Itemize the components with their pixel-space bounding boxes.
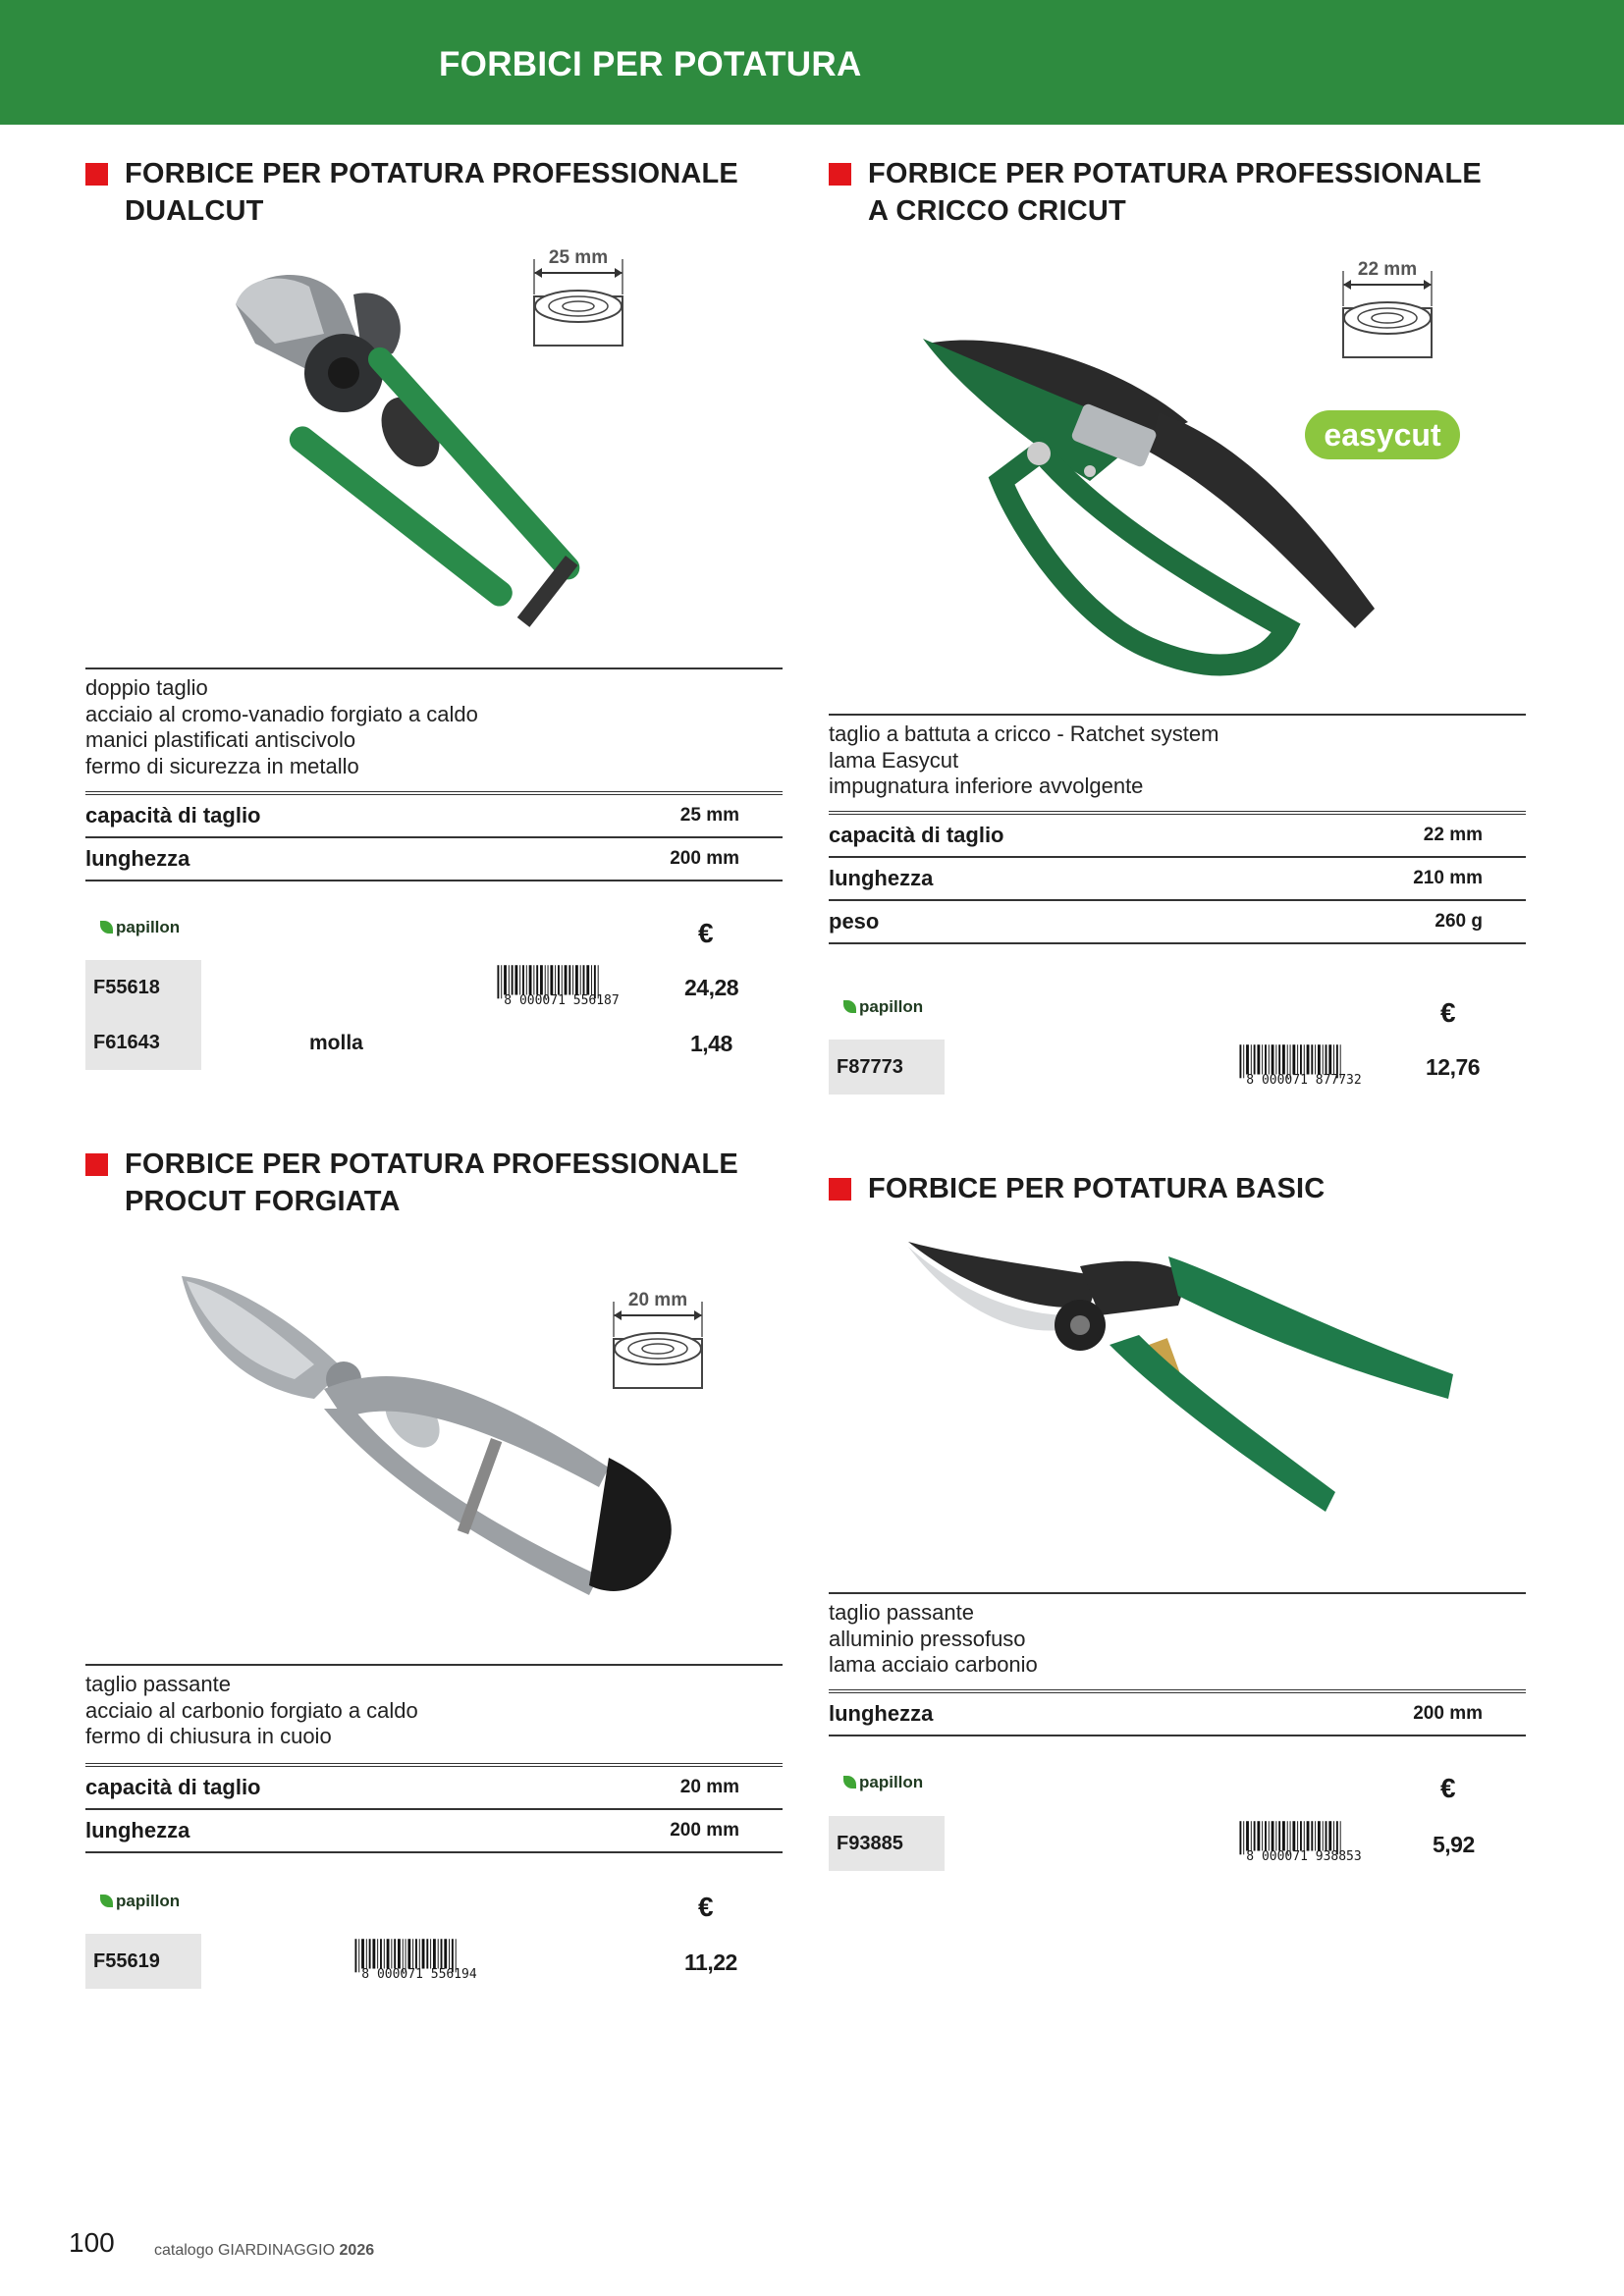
- spec-label: lunghezza: [829, 1701, 934, 1726]
- spec-label: peso: [829, 909, 880, 934]
- features-list: [85, 667, 783, 779]
- spec-row: [829, 815, 1526, 858]
- spec-value: 260 g: [1435, 911, 1483, 932]
- easycut-badge: easycut: [1305, 410, 1460, 459]
- product-title: FORBICE PER POTATURA PROFESSIONALE DUALCUT: [125, 158, 738, 227]
- barcode-number: 8 000071 556187: [504, 993, 620, 1008]
- spec-label: capacità di taglio: [829, 823, 1004, 847]
- spec-label: lunghezza: [85, 1818, 190, 1842]
- spec-value: 25 mm: [679, 805, 739, 826]
- spec-value: 200 mm: [670, 1820, 739, 1841]
- feature-item: manici plastificati antiscivolo: [85, 727, 356, 752]
- features-list: [829, 714, 1526, 800]
- feature-item: acciaio al carbonio forgiato a caldo: [85, 1697, 418, 1723]
- article-note: molla: [309, 1032, 363, 1054]
- feature-item: doppio taglio: [85, 675, 208, 700]
- leaf-icon: [843, 1776, 856, 1789]
- spec-row: [85, 1810, 783, 1853]
- spec-label: lunghezza: [85, 846, 190, 871]
- brand-logo: papillon: [843, 1773, 923, 1792]
- spec-value: 22 mm: [1423, 825, 1483, 845]
- price: 12,76: [1426, 1054, 1481, 1080]
- cricut-pruner-photo: [923, 334, 1375, 697]
- feature-item: acciaio al cromo-vanadio forgiato a caldo: [85, 701, 478, 726]
- currency-symbol: €: [1440, 997, 1456, 1028]
- price: 1,48: [690, 1031, 732, 1056]
- specs-table: [829, 1689, 1526, 1736]
- article-code: F55618: [85, 960, 201, 1015]
- page-title: FORBICI PER POTATURA: [439, 45, 862, 83]
- currency-symbol: €: [698, 1892, 714, 1922]
- spec-row: [829, 858, 1526, 901]
- price: 11,22: [684, 1949, 737, 1975]
- feature-item: fermo di chiusura in cuoio: [85, 1724, 332, 1748]
- spec-row: [85, 1767, 783, 1810]
- cutting-capacity-label: 22 mm: [1357, 259, 1418, 280]
- feature-item: taglio passante: [829, 1600, 974, 1625]
- spec-row: [829, 901, 1526, 944]
- feature-item: taglio passante: [85, 1672, 231, 1696]
- page-number: 100: [69, 2227, 115, 2258]
- spec-value: 200 mm: [670, 848, 739, 869]
- product-title: FORBICE PER POTATURA PROFESSIONALE A CRICCO CRICUT: [868, 158, 1482, 227]
- leaf-icon: [100, 921, 113, 934]
- price: 24,28: [684, 975, 739, 1000]
- basic-pruner-photo: [903, 1237, 1463, 1561]
- price: 5,92: [1433, 1832, 1475, 1857]
- spec-label: lunghezza: [829, 866, 934, 890]
- barcode-number: 8 000071 877732: [1246, 1073, 1362, 1088]
- feature-item: impugnatura inferiore avvolgente: [829, 774, 1144, 798]
- product-title: FORBICE PER POTATURA PROFESSIONALE PROCUT FORGIATA: [125, 1148, 738, 1217]
- brand-logo: papillon: [843, 997, 923, 1017]
- feature-item: fermo di sicurezza in metallo: [85, 753, 359, 778]
- barcode-number: 8 000071 938853: [1246, 1849, 1362, 1864]
- brand-logo: papillon: [100, 1892, 180, 1911]
- title-marker: [85, 163, 108, 186]
- feature-item: alluminio pressofuso: [829, 1626, 1026, 1651]
- cutting-capacity-label: 25 mm: [548, 247, 609, 268]
- spec-value: 210 mm: [1413, 868, 1483, 888]
- cutting-capacity-label: 20 mm: [627, 1290, 688, 1310]
- spec-value: 200 mm: [1413, 1703, 1483, 1724]
- title-marker: [85, 1153, 108, 1176]
- feature-item: lama Easycut: [829, 747, 959, 773]
- currency-symbol: €: [1440, 1773, 1456, 1803]
- catalog-footer: catalogo GIARDINAGGIO 2026: [154, 2242, 375, 2259]
- feature-item: lama acciaio carbonio: [829, 1652, 1038, 1677]
- title-marker: [829, 163, 851, 186]
- spec-label: capacità di taglio: [85, 803, 261, 828]
- spec-row: [85, 838, 783, 881]
- article-code: F61643: [85, 1015, 201, 1070]
- currency-symbol: €: [698, 918, 714, 948]
- article-code: F87773: [829, 1040, 945, 1095]
- title-marker: [829, 1178, 851, 1201]
- specs-table: [85, 791, 783, 881]
- features-list: [829, 1592, 1526, 1679]
- article-code: F55619: [85, 1934, 201, 1989]
- features-list: [85, 1664, 783, 1750]
- spec-row: [829, 1693, 1526, 1736]
- article-code: F93885: [829, 1816, 945, 1871]
- spec-label: capacità di taglio: [85, 1775, 261, 1799]
- leaf-icon: [843, 1000, 856, 1013]
- feature-item: taglio a battuta a cricco - Ratchet system: [829, 721, 1219, 746]
- barcode-number: 8 000071 556194: [361, 1967, 477, 1982]
- specs-table: [85, 1763, 783, 1853]
- specs-table: [829, 811, 1526, 944]
- brand-logo: papillon: [100, 918, 180, 937]
- product-title: FORBICE PER POTATURA BASIC: [868, 1173, 1326, 1204]
- leaf-icon: [100, 1895, 113, 1907]
- spec-row: [85, 795, 783, 838]
- spec-value: 20 mm: [679, 1777, 739, 1797]
